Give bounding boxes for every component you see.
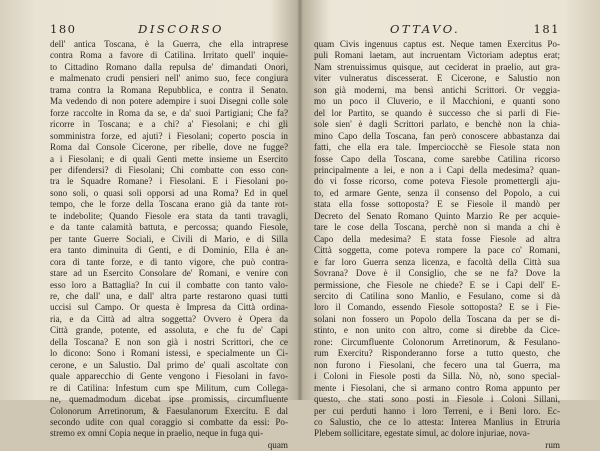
left-page-header xyxy=(50,22,288,36)
text-line: solani non fossero un Popolo della Toscana da per se di- xyxy=(314,313,560,324)
text-line: sercito di Catilina sono Manlio, e Fesulano, come si dà xyxy=(314,290,560,301)
text-line: della Toscana? E non son già i nostri Scrittori, che ce xyxy=(50,336,288,347)
text-line: questo, che stati sono posti in Fiesole i Coloni Sillani, xyxy=(314,394,560,405)
text-line: ricorre in Toscana; e a chi? a' Fiesolani; e chi gli xyxy=(50,119,288,130)
text-line: Città grande, potente, ed assoluta, e che fu de' Capi xyxy=(50,325,288,336)
text-line: cora di tante forze, e di tanto vigore, che può contra- xyxy=(50,256,288,267)
text-line: somministra forze, ed ajuti? i Fiesolani; coperto poscia in xyxy=(50,130,288,141)
text-line: dell' antica Toscana, è la Guerra, che ella intraprese xyxy=(50,39,288,49)
text-line: Decreto del Senato Romano Quinto Marzio Re per acquie- xyxy=(314,210,560,221)
text-line: rone: Circumfluente Colonorum Arretinorum, & Fesulano- xyxy=(314,336,560,347)
text-line: tare le cose della Toscana, perchè non si manda a chi è xyxy=(314,222,560,233)
text-line: secondo udite con qual coraggio si combatte da essi: Po- xyxy=(50,416,288,427)
text-line: sono soli, o quasi soli opporsi ad una Roma? Ed in quel xyxy=(50,187,288,198)
text-line: per tante Guerre Sociali, e Civili di Mario, e di Silla xyxy=(50,233,288,244)
text-line: stata ella fosse sottoposta? E se Fiesole il mandò per xyxy=(314,199,560,210)
text-line: ria, e da Città ad altra soggetta? Ovvero è Opera da xyxy=(50,313,288,324)
text-line: Roma dal Console Cicerone, per ribelle, dove ne fugge? xyxy=(50,142,288,153)
text-line: per cui perduti hanno i loro Terreni, e i Beni loro. Ec- xyxy=(314,405,560,416)
text-line: ne, quemadmodum dicebat ipse promissis, circumfluente xyxy=(50,394,288,405)
text-line: del lor Partito, se quando è successo che si parli di Fie- xyxy=(314,107,560,118)
text-line: Colonorum Arretinorum, & Faesulanorum Exercitu. E dal xyxy=(50,405,288,416)
text-line: lo dicono: Sono i Romani istessi, e specialmente un Ci- xyxy=(50,348,288,359)
page-number: 181 xyxy=(533,22,560,36)
text-line: stinto, e non unito con altro, come si direbbe da Cice- xyxy=(314,325,560,336)
text-line: forze raccolte in Roma da se, e da' suoi Partigiani; Che fa? xyxy=(50,107,288,118)
text-line: Capo della medesima? E stata fosse Fiesole ad altra xyxy=(314,233,560,244)
text-line: re, che dall' una, e dall' altra parte restarono quasi tutti xyxy=(50,290,288,301)
text-line: e da tante calamità battuta, e percossa; quando Fiesole, xyxy=(50,222,288,233)
running-head: DISCORSO xyxy=(138,22,224,36)
text-line: stremo ex omni Copia neque in praelio, neque in fuga qui- xyxy=(50,428,264,439)
text-line: rum Exercitu? Risponderanno forse a tutto questo, che xyxy=(314,348,560,359)
text-line: per difendersi? di Fiesolani; Chi combatte con esso con- xyxy=(50,164,288,175)
text-line: principalmente a lei, e non a i Capi della medesima? quan- xyxy=(314,164,560,175)
text-line: do vi fosse ricorso, come poteva Fiesole promettergli aju- xyxy=(314,176,560,187)
text-line: sole sien' è dagli Scrittori parlato, e benchè non la chia- xyxy=(314,119,560,130)
text-line: a i Fiesolani; e di quali Genti mette insieme un Esercito xyxy=(50,153,288,164)
text-line: quale apparecchio di Gente vengono i Fiesolani in favo- xyxy=(50,371,288,382)
text-line: loro il Comando, essendo Fiesole sottoposta? E se i Fie- xyxy=(314,302,560,313)
text-line: cerone, e un Salustio. Dal primo de' quali ascoltate con xyxy=(50,359,288,370)
left-page-body xyxy=(50,39,288,451)
text-line: Sovrana? Dove è il Consiglio, che se ne fa? Dove la xyxy=(314,268,560,279)
running-head: OTTAVO. xyxy=(390,22,461,36)
text-line: fosse Capo della Toscana, come sarebbe Catilina ricorso xyxy=(314,153,560,164)
text-line: Nam strenuissimus quisque, aut ceciderat in praelio, aut gra- xyxy=(314,61,560,72)
text-line: fatti, che ella era tale. Imperciocchè se Fiesole stata non xyxy=(314,142,560,153)
right-page-header xyxy=(314,22,560,36)
text-line: Ma vedendo di non potere adempire i suoi Disegni colle sole xyxy=(50,96,288,107)
right-page-body xyxy=(314,39,560,451)
text-line: era tanto diminuita di Genti, e di Dominio, Ella è an- xyxy=(50,245,288,256)
text-line: te indebolite; Quando Fiesole era stata da tanti travagli, xyxy=(50,210,288,221)
text-line: esso loro a Battaglia? In cui il combatte con tanto valo- xyxy=(50,279,288,290)
text-line: stare ad un Esercito Consolare de' Romani, e venire con xyxy=(50,268,288,279)
text-line: non furono i Fiesolani, che fecero una tal Guerra, ma xyxy=(314,359,560,370)
text-line: e malmenato crudi pensieri nell' animo suo, fece congiura xyxy=(50,73,288,84)
text-line: rum xyxy=(545,439,560,450)
text-line: viter vulneratus discesserat. E Cicerone, e Salustio non xyxy=(314,73,560,84)
text-line: trama contra la Romana Repubblica, e contra il Senato. xyxy=(50,84,288,95)
text-line: mino Capo della Toscana, fan però conoscere abbastanza dai xyxy=(314,130,560,141)
text-line: co Salustio, che ce lo attesta: Interea Manlius in Etruria xyxy=(314,416,560,427)
text-line: to Cittadino Romano dalla repulsa de' dimandati Onori, xyxy=(50,61,288,72)
text-line: re di Catilina: Infestum cum spe Militum, cum Collega- xyxy=(50,382,288,393)
text-line: tra le Squadre Romane? i Fiesolani. E i Fiesolani po- xyxy=(50,176,288,187)
page-number: 180 xyxy=(50,22,77,36)
text-line: Plebem sollicitare, egestate simul, ac dolore injuriae, nova- xyxy=(314,428,530,439)
right-page xyxy=(302,0,600,450)
text-line: quam Civis ingenuus captus est. Neque tamen Exercitus Po- xyxy=(314,39,560,49)
text-line: mente i Fiesolani, che sì armano contro Roma appunto per xyxy=(314,382,560,393)
left-page xyxy=(0,0,298,450)
text-line: quam xyxy=(267,439,288,450)
text-line: to, ed armare Gente, senza il consenso del Popolo, a cui xyxy=(314,187,560,198)
text-line: permissione, che Fiesole ne chiede? E se i Capi dell' E- xyxy=(314,279,560,290)
text-line: puli Romani laetam, aut incruentam Victoriam adeptus erat; xyxy=(314,50,560,61)
text-line: i Coloni in Fiesole posti da Silla. Nò, nò, sono special- xyxy=(314,371,560,382)
text-line: contra Roma a favore di Catilina. Irritato quell' inquie- xyxy=(50,50,288,61)
text-line: son già moderni, ma bensì antichi Scrittori. Or veggia- xyxy=(314,84,560,95)
text-line: uccisi sul Campo. Or questa è Impresa da Città ordina- xyxy=(50,302,288,313)
text-line: e far loro Guerra senza licenza, e facoltà della Città sua xyxy=(314,256,560,267)
text-line: Città soggetta, come poteva rompere la pace co' Romani, xyxy=(314,245,560,256)
text-line: tempo, che le forze della Toscana erano già da tante rot- xyxy=(50,199,288,210)
text-line: mo un poco il Cluverio, e il Macchioni, e quanti sono xyxy=(314,96,560,107)
